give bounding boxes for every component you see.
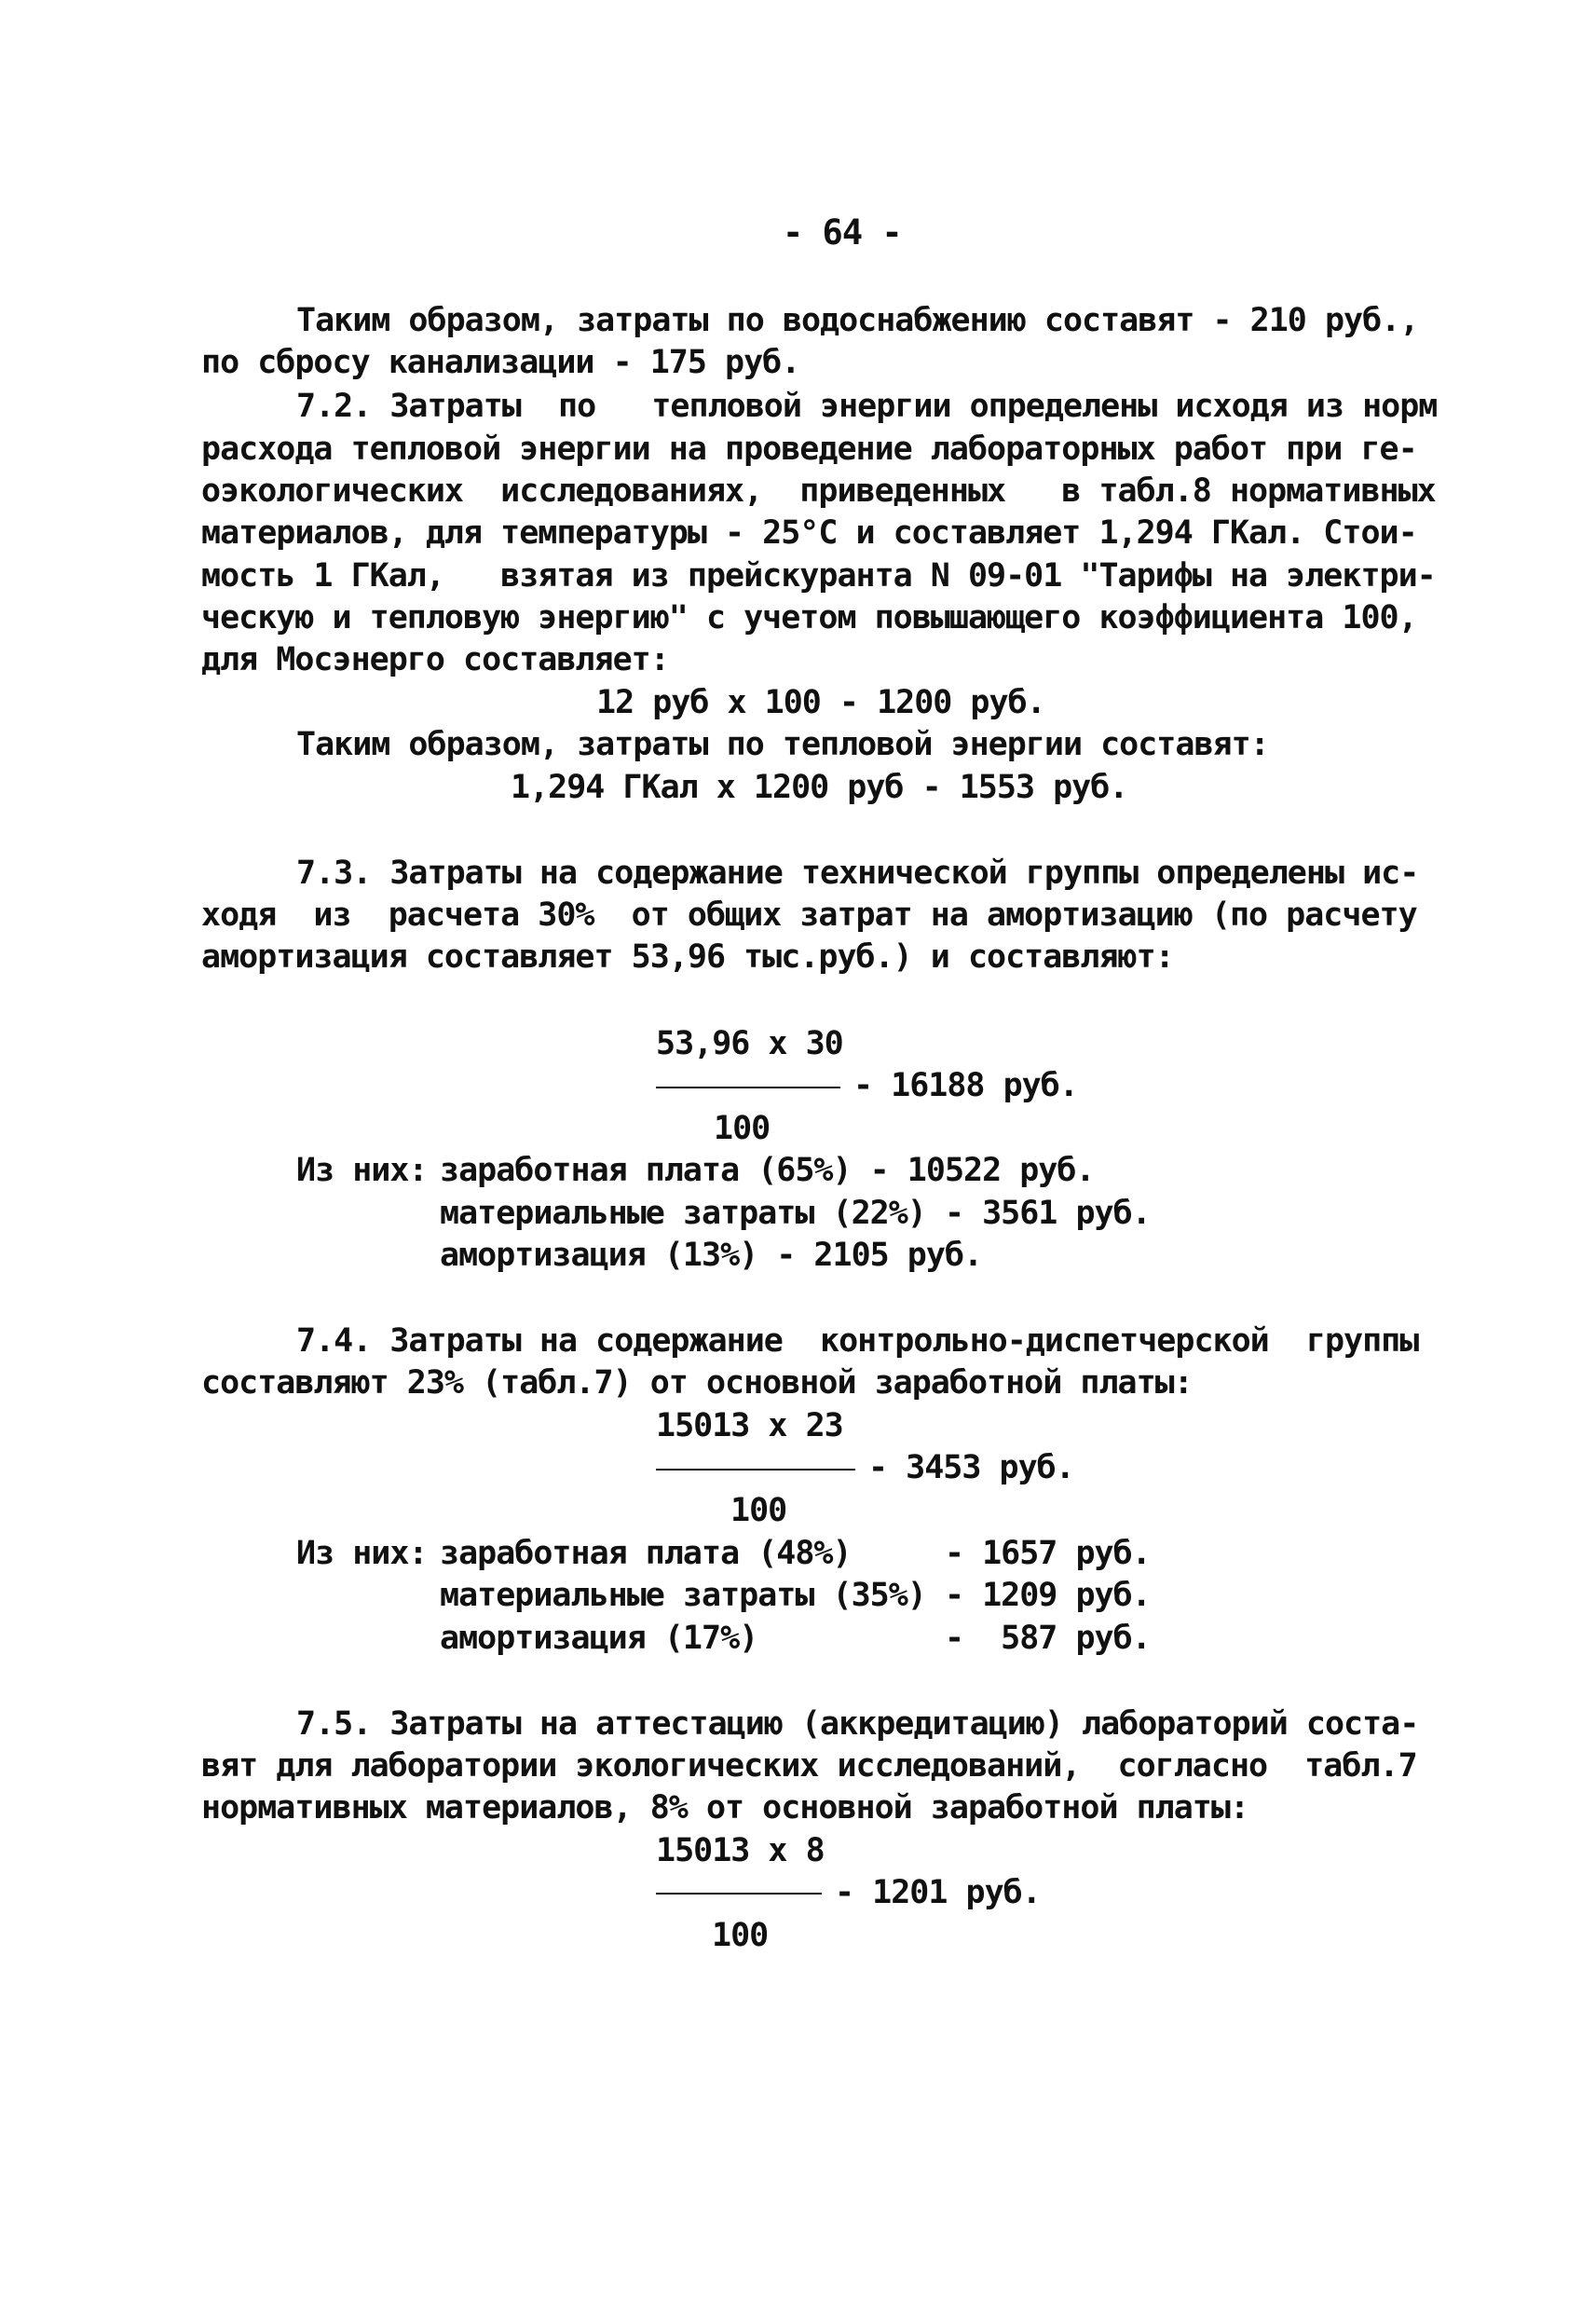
section-7-2-line-2: расхода тепловой энергии на проведение лабораторных работ при ге- xyxy=(201,431,1417,468)
section-7-3-breakdown-item-2: материальные затраты (22%) - 3561 руб. xyxy=(440,1195,1151,1232)
section-7-4-fraction-denominator: 100 xyxy=(730,1492,787,1529)
section-7-4-fraction-numerator: 15013 x 23 xyxy=(656,1407,843,1444)
section-7-5-fraction-denominator: 100 xyxy=(712,1917,769,1954)
section-7-2-calculation-1: 12 руб x 100 - 1200 руб. xyxy=(596,684,1045,721)
section-7-5-line-3: нормативных материалов, 8% от основной заработной платы: xyxy=(201,1789,1249,1826)
section-7-3-line-2: ходя из расчета 30% от общих затрат на амортизацию (по расчету xyxy=(201,896,1417,934)
section-7-2-line-5: мость 1 ГКал, взятая из прейскуранта N 09-01 "Тарифы на электри- xyxy=(201,557,1436,595)
section-7-3-line-3: амортизация составляет 53,96 тыс.руб.) и составляют: xyxy=(201,938,1174,976)
section-7-3-fraction-denominator: 100 xyxy=(714,1110,771,1147)
section-7-5-fraction-numerator: 15013 x 8 xyxy=(656,1832,825,1869)
section-7-2-line-3: оэкологических исследованиях, приведенных в табл.8 нормативных xyxy=(201,472,1436,510)
section-7-4-fraction-result: - 3453 руб. xyxy=(868,1449,1074,1486)
section-7-4-fraction-line xyxy=(656,1469,855,1471)
section-7-3-fraction-result: - 16188 руб. xyxy=(853,1067,1078,1104)
section-7-2-line-6: ческую и тепловую энергию" с учетом повышающего коэффициента 100, xyxy=(201,599,1417,636)
section-7-3-breakdown-item-1: заработная плата (65%) - 10522 руб. xyxy=(440,1152,1095,1189)
page-number: - 64 - xyxy=(783,212,902,253)
section-7-2-line-7: для Мосэнерго составляет: xyxy=(201,641,669,678)
section-7-4-line-2: составляют 23% (табл.7) от основной заработной платы: xyxy=(201,1364,1193,1402)
section-7-2-line-1: 7.2. Затраты по тепловой энергии определены исходя из норм xyxy=(296,388,1438,425)
section-7-5-fraction-result: - 1201 руб. xyxy=(835,1874,1041,1911)
section-7-4-breakdown-item-1: заработная плата (48%) - 1657 руб. xyxy=(440,1535,1151,1572)
section-7-3-breakdown-item-3: амортизация (13%) - 2105 руб. xyxy=(440,1237,983,1274)
section-7-3-line-1: 7.3. Затраты на содержание технической группы определены ис- xyxy=(296,855,1419,892)
section-7-3-fraction-numerator: 53,96 x 30 xyxy=(656,1025,843,1062)
section-7-5-fraction-line xyxy=(656,1893,822,1895)
section-7-3-fraction-line xyxy=(656,1087,840,1088)
section-7-5-line-2: вят для лаборатории экологических исследований, согласно табл.7 xyxy=(201,1747,1417,1785)
section-7-4-line-1: 7.4. Затраты на содержание контрольно-диспетчерской группы xyxy=(296,1322,1419,1360)
section-7-5-line-1: 7.5. Затраты на аттестацию (аккредитацию) лабораторий соста- xyxy=(296,1705,1419,1743)
paragraph-water-line-2: по сбросу канализации - 175 руб. xyxy=(201,344,800,381)
section-7-2-line-8: Таким образом, затраты по тепловой энергии составят: xyxy=(296,726,1269,763)
section-7-4-breakdown-prefix: Из них: xyxy=(296,1535,428,1572)
section-7-2-line-4: материалов, для температуры - 25°С и составляет 1,294 ГКал. Стои- xyxy=(201,514,1417,552)
section-7-4-breakdown-item-2: материальные затраты (35%) - 1209 руб. xyxy=(440,1577,1151,1614)
section-7-3-breakdown-prefix: Из них: xyxy=(296,1152,428,1189)
section-7-2-calculation-2: 1,294 ГКал x 1200 руб - 1553 руб. xyxy=(511,769,1128,806)
section-7-4-breakdown-item-3: амортизация (17%) - 587 руб. xyxy=(440,1620,1151,1657)
paragraph-water-line-1: Таким образом, затраты по водоснабжению составят - 210 руб., xyxy=(296,302,1419,339)
